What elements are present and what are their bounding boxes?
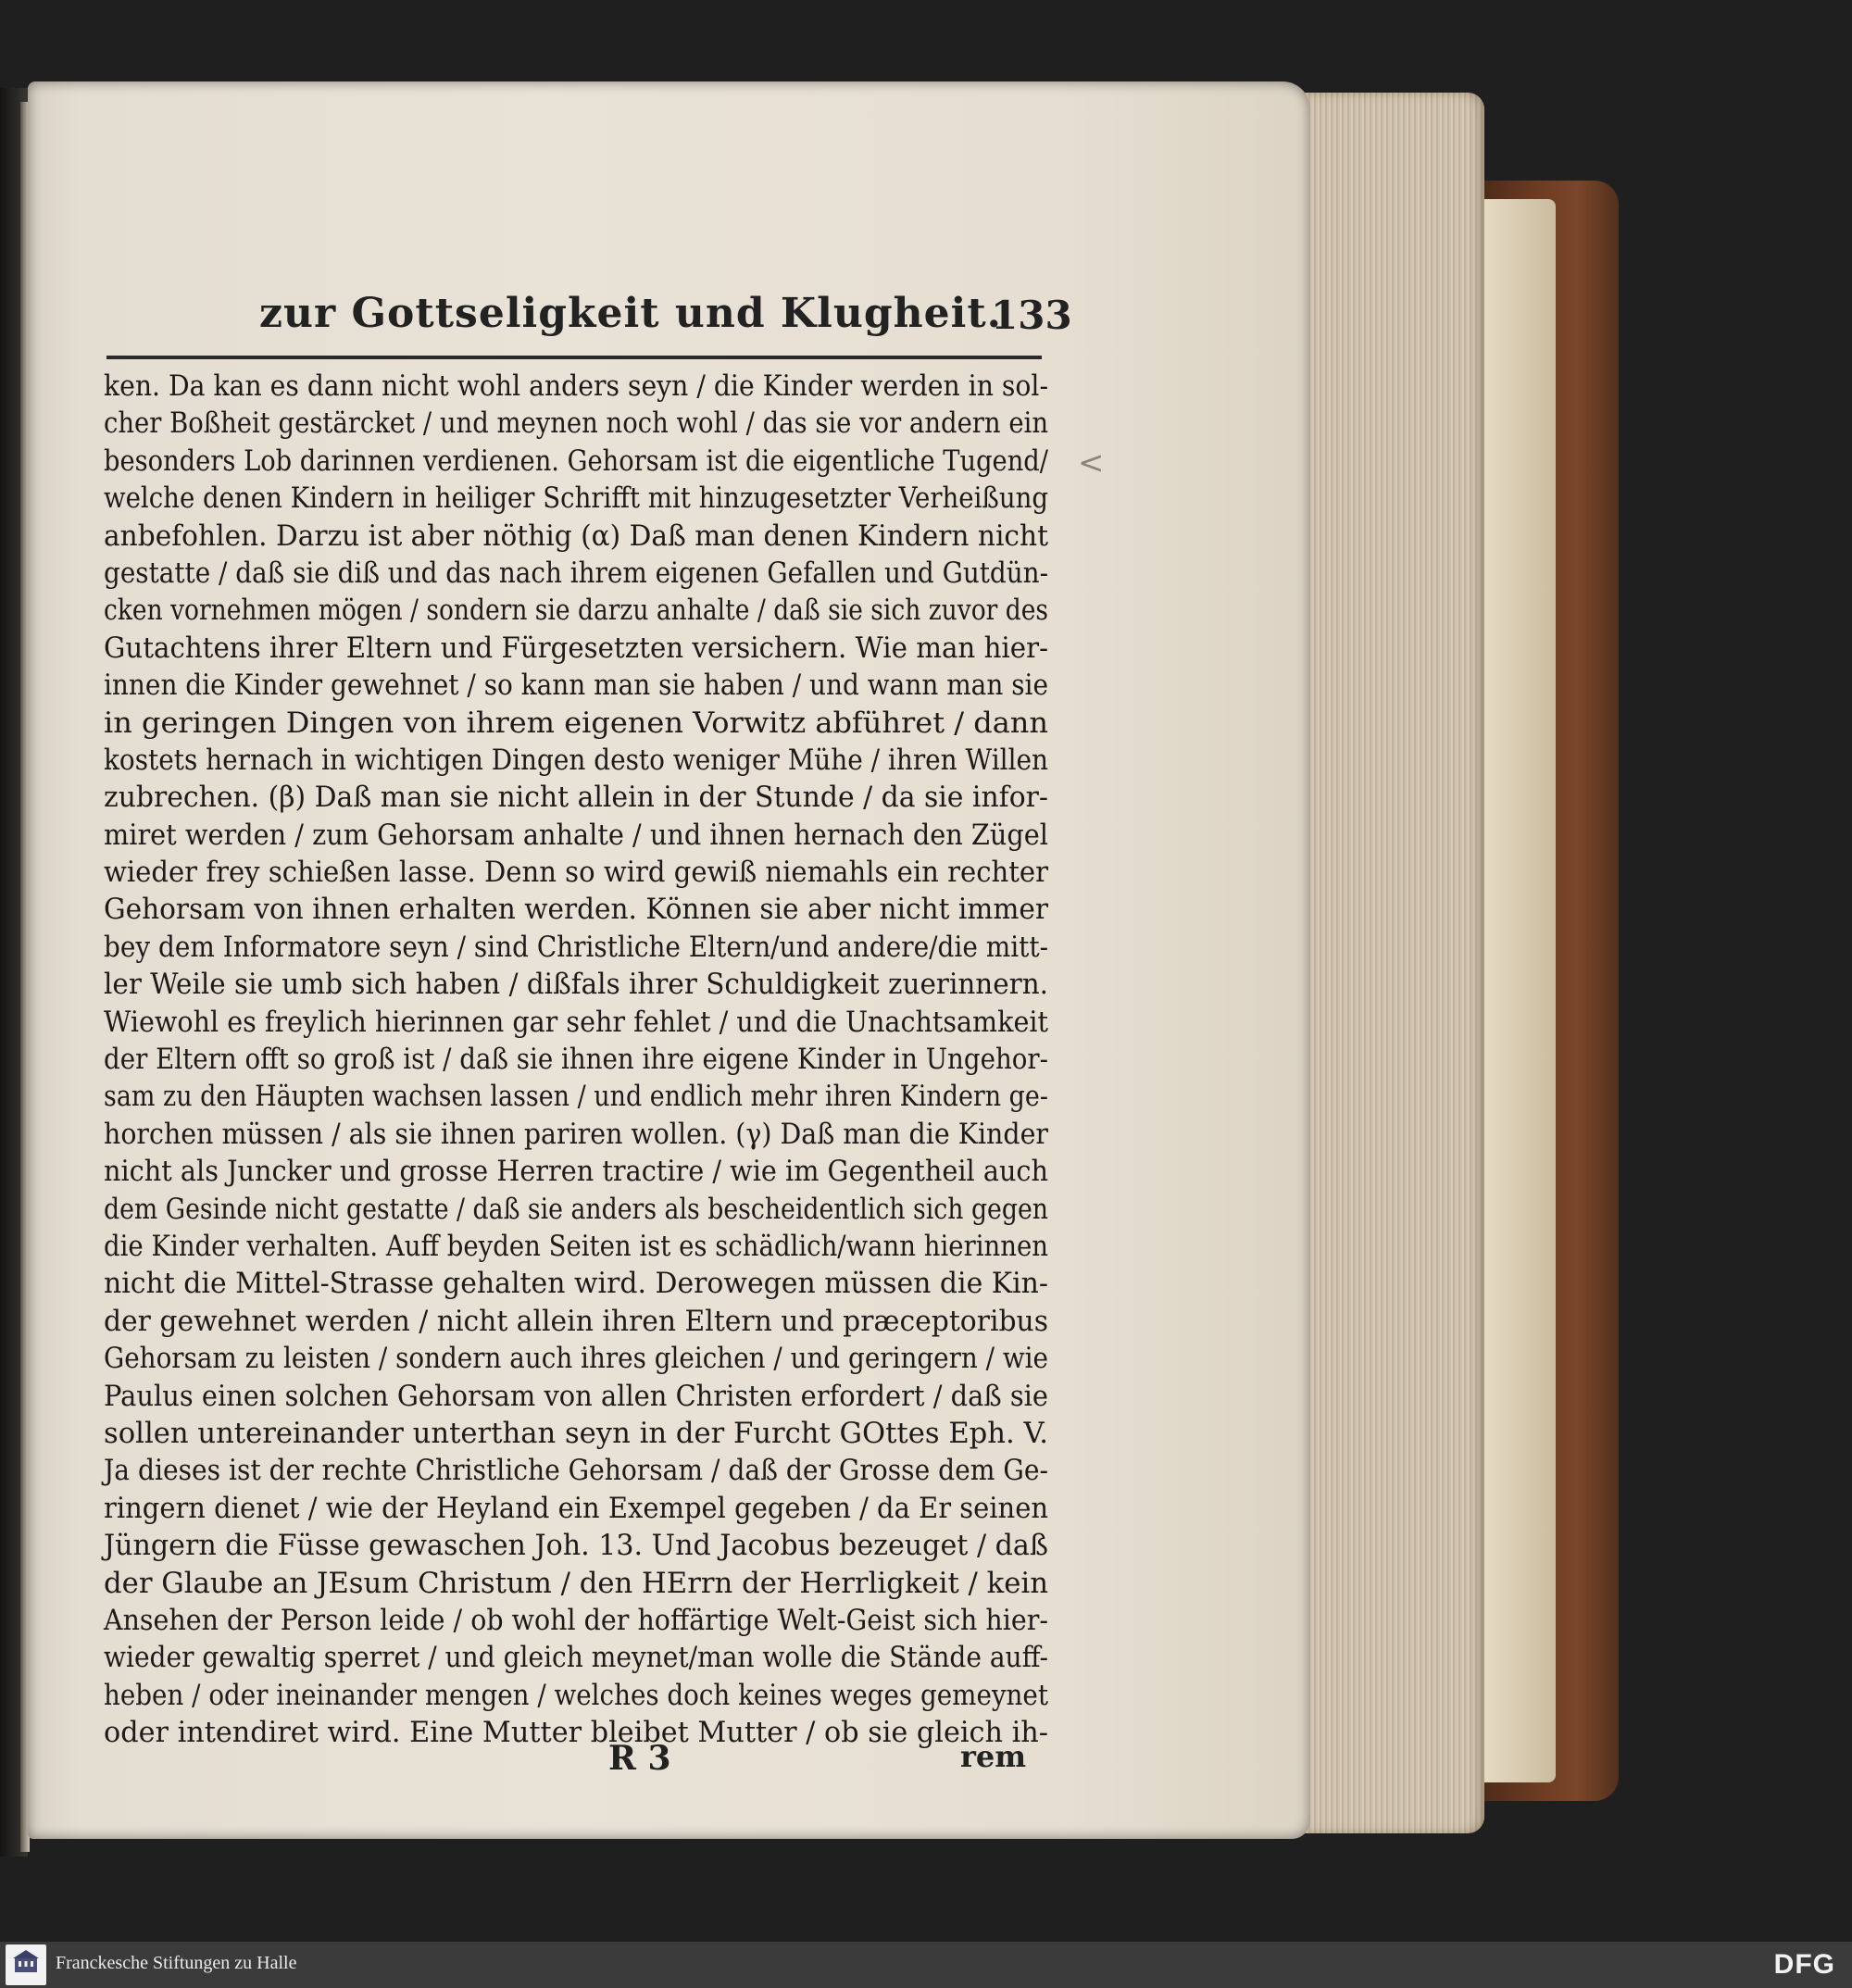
text-line: dem Gesinde nicht gestatte / daß sie anders als bescheidentlich sich gegen xyxy=(104,1193,1048,1226)
text-line: Jüngern die Füsse gewaschen Joh. 13. Und Jacobus bezeuget / daß xyxy=(104,1530,1048,1563)
francke-foundation-logo-icon[interactable] xyxy=(6,1944,46,1985)
text-line: Gehorsam von ihnen erhalten werden. Können sie aber nicht immer xyxy=(104,894,1048,927)
text-line: ler Weile sie umb sich haben / dißfals ihrer Schuldigkeit zuerinnern. xyxy=(104,969,1048,1002)
text-line: wieder frey schießen lasse. Denn so wird gewiß niemahls ein rechter xyxy=(104,856,1048,890)
text-line: zubrechen. (β) Daß man sie nicht allein in der Stunde / da sie infor- xyxy=(104,781,1048,815)
signature-mark: R 3 xyxy=(608,1739,671,1778)
catchword: rem xyxy=(960,1739,1027,1774)
text-line: ringern dienet / wie der Heyland ein Exempel gegeben / da Er seinen xyxy=(104,1492,1048,1525)
page-footer xyxy=(104,1739,1048,1785)
text-line: cher Boßheit gestärcket / und meynen noch wohl / das sie vor andern ein xyxy=(104,407,1048,441)
text-line: Ja dieses ist der rechte Christliche Gehorsam / daß der Grosse dem Ge- xyxy=(104,1455,1048,1488)
text-line: anbefohlen. Darzu ist aber nöthig (α) Daß man denen Kindern nicht xyxy=(104,519,1048,553)
text-line: besonders Lob darinnen verdienen. Gehorsam ist die eigentliche Tugend/ xyxy=(104,444,1048,478)
cover-inner-board xyxy=(1483,199,1556,1782)
text-line: miret werden / zum Gehorsam anhalte / und ihnen hernach den Zügel xyxy=(104,819,1048,852)
text-line: kostets hernach in wichtigen Dingen desto weniger Mühe / ihren Willen xyxy=(104,744,1048,777)
text-line: Paulus einen solchen Gehorsam von allen Christen erfordert / daß sie xyxy=(104,1380,1048,1413)
running-title: zur Gottseligkeit und Klugheit. xyxy=(259,290,1002,337)
dfg-logo[interactable]: DFG xyxy=(1773,1949,1835,1980)
header-rule xyxy=(106,356,1042,359)
institution-name[interactable]: Franckesche Stiftungen zu Halle xyxy=(56,1953,297,1973)
text-line: der Eltern offt so groß ist / daß sie ihnen ihre eigene Kinder in Ungehor- xyxy=(104,1044,1048,1077)
page-number: 133 xyxy=(991,293,1072,338)
text-line: horchen müssen / als sie ihnen pariren wollen. (γ) Daß man die Kinder xyxy=(104,1118,1048,1151)
text-line: Gehorsam zu leisten / sondern auch ihres gleichen / und geringern / wie xyxy=(104,1343,1048,1376)
text-line: gestatte / daß sie diß und das nach ihrem eigenen Gefallen und Gutdün- xyxy=(104,556,1048,590)
text-line: welche denen Kindern in heiliger Schrifft mit hinzugesetzter Verheißung xyxy=(104,482,1048,516)
text-line: sollen untereinander unterthan seyn in der Furcht GOttes Eph. V. xyxy=(104,1417,1048,1450)
text-line: bey dem Informatore seyn / sind Christliche Eltern/und andere/die mitt- xyxy=(104,931,1048,964)
text-line: Wiewohl es freylich hierinnen gar sehr fehlet / und die Unachtsamkeit xyxy=(104,1006,1048,1039)
text-line: sam zu den Häupten wachsen lassen / und endlich mehr ihren Kindern ge- xyxy=(104,1081,1048,1114)
text-line: heben / oder ineinander mengen / welches doch keines weges gemeynet xyxy=(104,1679,1048,1712)
text-line: cken vornehmen mögen / sondern sie darzu anhalte / daß sie sich zuvor des xyxy=(104,594,1048,628)
text-line: Gutachtens ihrer Eltern und Fürgesetzten versichern. Wie man hier- xyxy=(104,631,1048,665)
text-line: der Glaube an JEsum Christum / den HErrn der Herrligkeit / kein xyxy=(104,1567,1048,1600)
page-block-fore-edge xyxy=(1295,93,1484,1833)
text-line: Ansehen der Person leide / ob wohl der hoffärtige Welt-Geist sich hier- xyxy=(104,1604,1048,1637)
text-line: die Kinder verhalten. Auff beyden Seiten ist es schädlich/wann hierinnen xyxy=(104,1230,1048,1263)
marginal-pencil-mark: < xyxy=(1078,444,1105,481)
building-icon xyxy=(13,1948,39,1976)
text-line: nicht die Mittel-Strasse gehalten wird. Derowegen müssen die Kin- xyxy=(104,1268,1048,1301)
text-line: innen die Kinder gewehnet / so kann man sie haben / und wann man sie xyxy=(104,669,1048,703)
text-line: oder intendiret wird. Eine Mutter bleibet Mutter / ob sie gleich ih- xyxy=(104,1717,1048,1750)
text-line: der gewehnet werden / nicht allein ihren Eltern und præceptoribus xyxy=(104,1305,1048,1338)
page-body-text xyxy=(104,369,1048,1752)
text-line: ken. Da kan es dann nicht wohl anders seyn / die Kinder werden in sol- xyxy=(104,370,1048,403)
book-page xyxy=(28,81,1310,1839)
page-header xyxy=(111,285,1072,359)
text-line: in geringen Dingen von ihrem eigenen Vorwitz abführet / dann xyxy=(104,706,1048,740)
footer-bar xyxy=(0,1942,1852,1988)
text-line: wieder gewaltig sperret / und gleich meynet/man wolle die Stände auff- xyxy=(104,1642,1048,1675)
text-line: nicht als Juncker und grosse Herren tractire / wie im Gegentheil auch xyxy=(104,1156,1048,1189)
